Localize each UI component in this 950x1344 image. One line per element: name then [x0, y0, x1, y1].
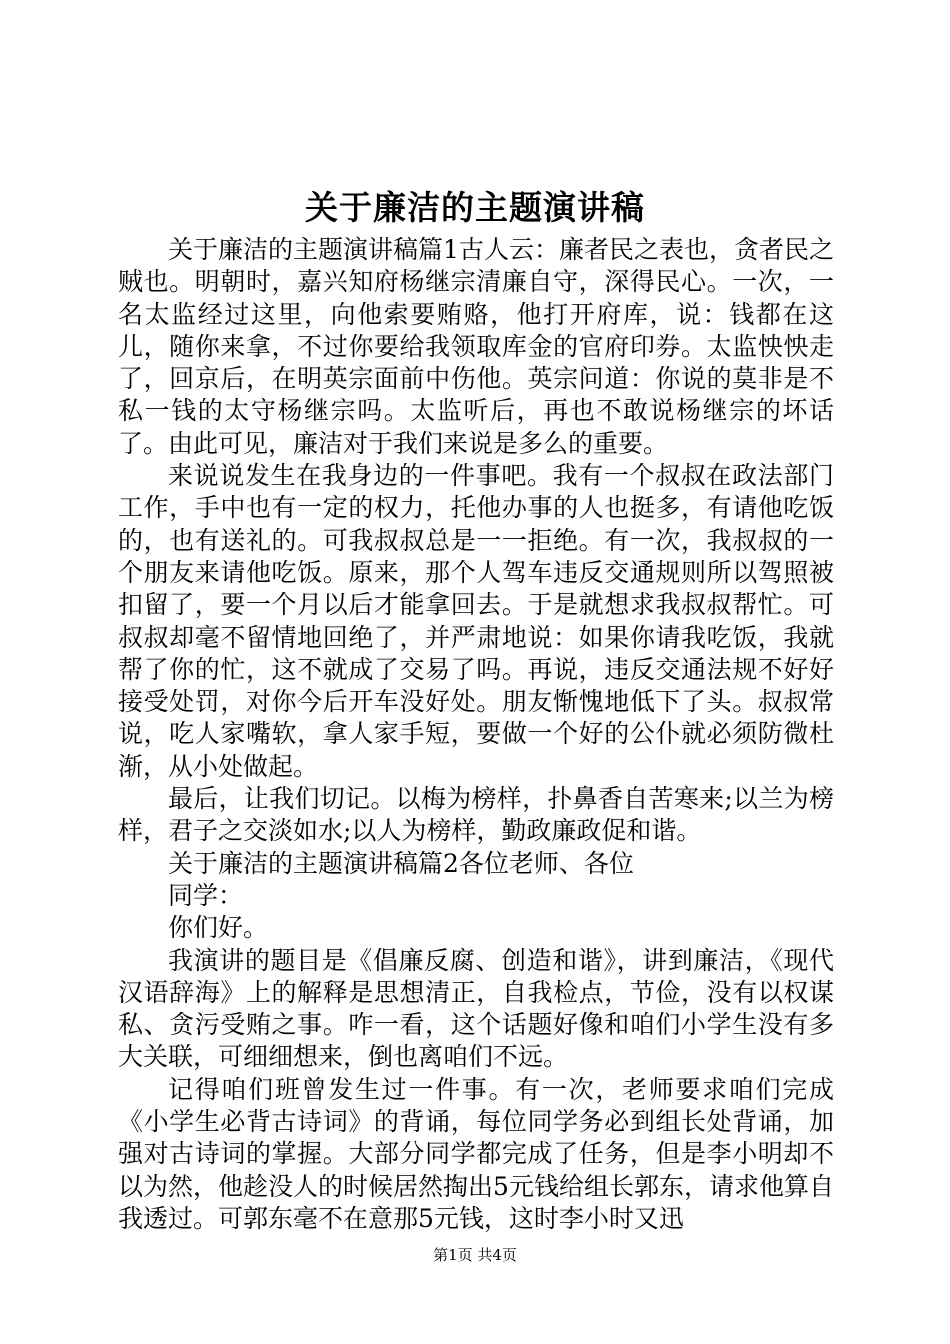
- page-number-footer: 第1页 共4页: [433, 1246, 517, 1264]
- paragraph-4: 关于廉洁的主题演讲稿篇2各位老师、各位: [168, 848, 634, 878]
- paragraph-7: 我演讲的题目是《倡廉反腐、创造和谐》，讲到廉洁，《现代汉语辞海》上的解释是思想清正，自我检点，节俭，没有以权谋私、贪污受贿之事。咋一看，这个话题好像和咱们小学生没有多大关联，可细细想来，倒也离咱们不远。: [118, 945, 834, 1072]
- document-title: 关于廉洁的主题演讲稿: [305, 188, 645, 227]
- paragraph-3: 最后，让我们切记。以梅为榜样，扑鼻香自苦寒来;以兰为榜样，君子之交淡如水;以人为榜样，勤政廉政促和谐。: [118, 784, 834, 846]
- document-body: [118, 234, 834, 1235]
- paragraph-8: 记得咱们班曾发生过一件事。有一次，老师要求咱们完成《小学生必背古诗词》的背诵，每位同学务必到组长处背诵，加强对古诗词的掌握。大部分同学都完成了任务，但是李小明却不以为然，他趁没人的时候居然掏出5元钱给组长郭东，请求他算自我透过。可郭东毫不在意那5元钱，这时李小时又迅: [118, 1074, 834, 1233]
- paragraph-6: 你们好。: [168, 913, 269, 943]
- paragraph-1: 关于廉洁的主题演讲稿篇1古人云：廉者民之表也，贪者民之贼也。明朝时，嘉兴知府杨继宗清廉自守，深得民心。一次，一名太监经过这里，向他索要贿赂，他打开府库，说：钱都在这儿，随你来拿，不过你要给我领取库金的官府印券。太监怏怏走了，回京后，在明英宗面前中伤他。英宗问道：你说的莫非是不私一钱的太守杨继宗吗。太监听后，再也不敢说杨继宗的坏话了。由此可见，廉洁对于我们来说是多么的重要。: [118, 235, 834, 458]
- paragraph-2: 来说说发生在我身边的一件事吧。我有一个叔叔在政法部门工作，手中也有一定的权力，托他办事的人也挺多，有请他吃饭的，也有送礼的。可我叔叔总是一一拒绝。有一次，我叔叔的一个朋友来请他吃饭。原来，那个人驾车违反交通规则所以驾照被扣留了，要一个月以后才能拿回去。于是就想求我叔叔帮忙。可叔叔却毫不留情地回绝了，并严肃地说：如果你请我吃饭，我就帮了你的忙，这不就成了交易了吗。再说，违反交通法规不好好接受处罚，对你今后开车没好处。朋友惭愧地低下了头。叔叔常说，吃人家嘴软，拿人家手短，要做一个好的公仆就必须防微杜渐，从小处做起。: [118, 461, 834, 781]
- paragraph-5: 同学：: [168, 880, 244, 910]
